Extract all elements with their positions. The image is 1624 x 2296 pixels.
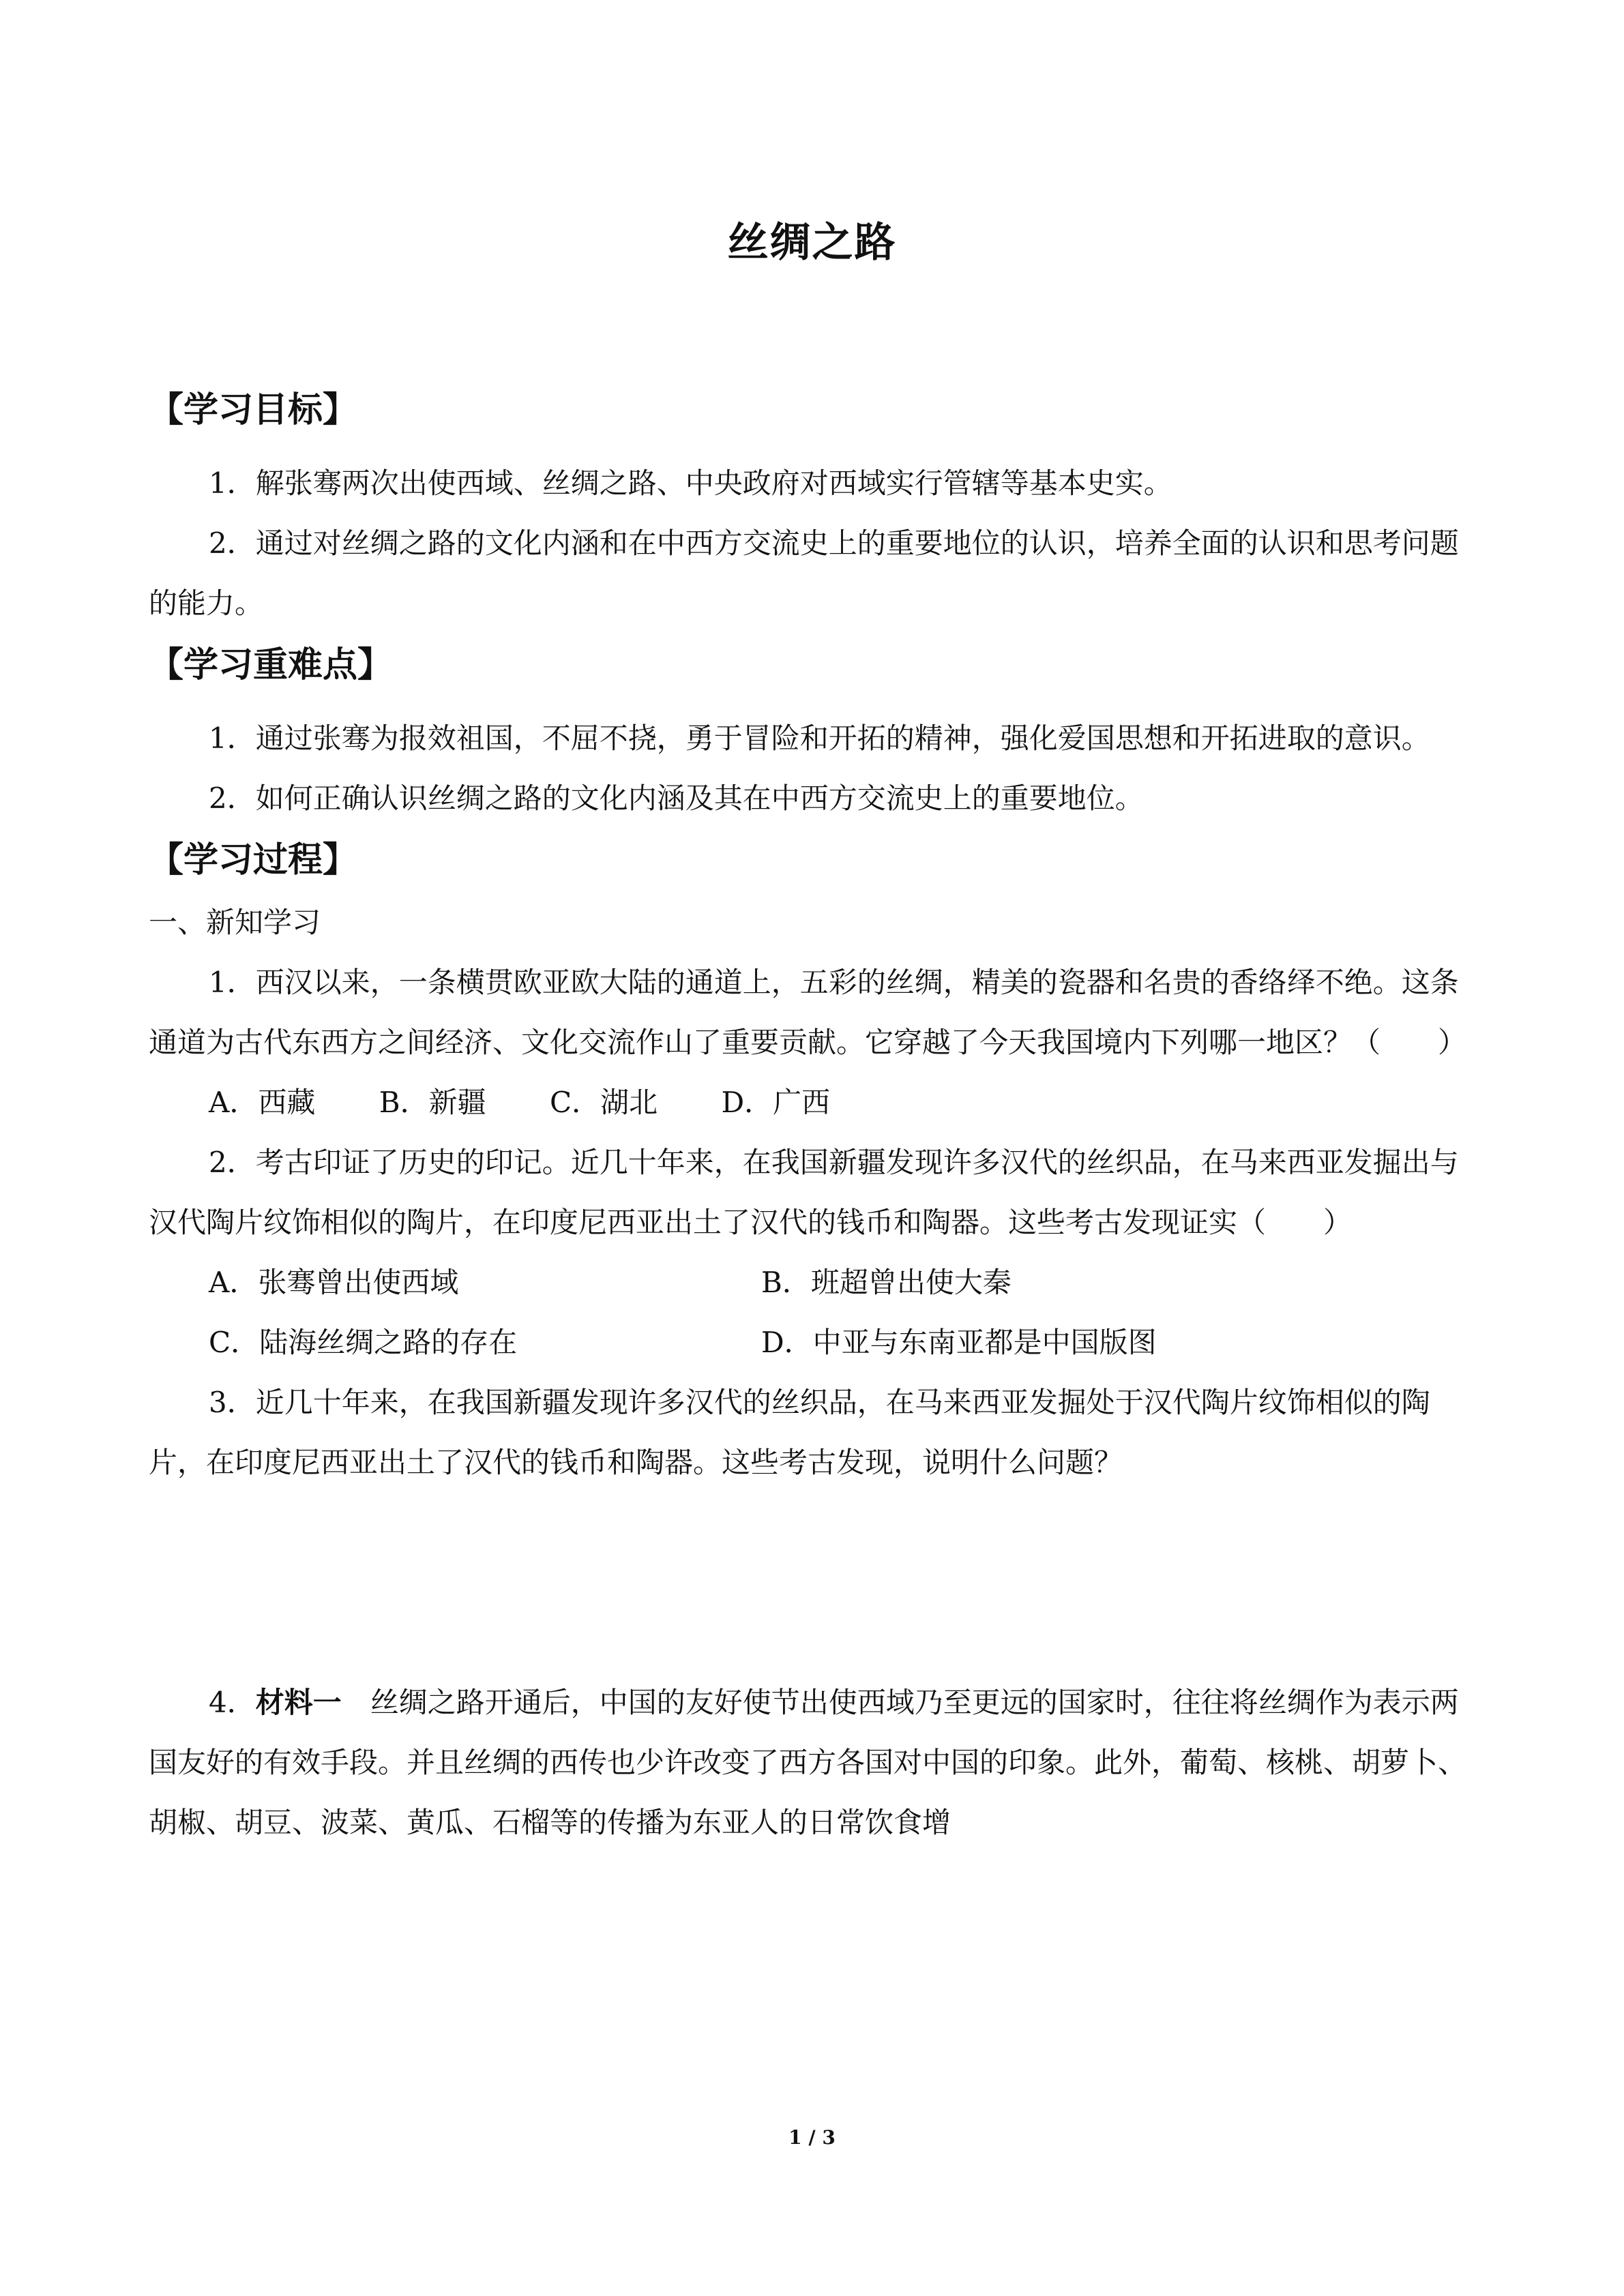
question-3-stem: 3．近几十年来，在我国新疆发现许多汉代的丝织品，在马来西亚发掘处于汉代陶片纹饰相似的陶片，在印度尼西亚出土了汉代的钱币和陶器。这些考古发现，说明什么问题？	[149, 1386, 1430, 1479]
material-one-label: 材料一	[255, 1686, 342, 1719]
question-2-option-c: C．陆海丝绸之路的存在	[209, 1326, 518, 1359]
subheading-new-knowledge: 一、新知学习	[149, 906, 321, 939]
keypoint-item-1: 1．通过张骞为报效祖国，不屈不挠，勇于冒险和开拓的精神，强化爱国思想和开拓进取的意识。	[209, 721, 1430, 755]
document-body	[149, 378, 1479, 1853]
question-1-option-a: A．西藏	[209, 1086, 316, 1119]
section-process	[149, 829, 1479, 1853]
page-number: 1 / 3	[788, 2126, 836, 2149]
question-2-option-b: B．班超曾出使大秦	[761, 1266, 1012, 1299]
keypoint-item-2: 2．如何正确认识丝绸之路的文化内涵及其在中西方交流史上的重要地位。	[209, 781, 1144, 815]
goal-item-1: 1．解张骞两次出使西域、丝绸之路、中央政府对西域实行管辖等基本史实。	[209, 466, 1172, 500]
question-1-option-c: C．湖北	[549, 1086, 658, 1119]
section-heading-keypoints: 【学习重难点】	[149, 645, 393, 685]
question-2-options	[149, 1253, 1479, 1373]
question-1-option-b: B．新疆	[379, 1086, 486, 1119]
page-title: 丝绸之路	[727, 219, 897, 267]
section-heading-process: 【学习过程】	[149, 840, 358, 880]
goal-item-2: 2．通过对丝绸之路的文化内涵和在中西方交流史上的重要地位的认识，培养全面的认识和思考问题的能力。	[149, 526, 1459, 620]
material-one-text: 丝绸之路开通后，中国的友好使节出使西域乃至更远的国家时，往往将丝绸作为表示两国友好的有效手段。并且丝绸的西传也少许改变了西方各国对中国的印象。此外，葡萄、核桃、胡萝卜、胡椒、胡豆、波菜、黄瓜、石榴等的传播为东亚人的日常饮食增	[149, 1686, 1467, 1839]
question-1-options	[149, 1073, 1479, 1133]
question-1-stem: 1．西汉以来，一条横贯欧亚欧大陆的通道上，五彩的丝绸，精美的瓷器和名贵的香络绎不绝。这条通道为古代东西方之间经济、文化交流作山了重要贡献。它穿越了今天我国境内下列哪一地区？（ ）	[149, 966, 1467, 1059]
question-1-option-d: D．广西	[721, 1086, 831, 1119]
question-4-material	[149, 1673, 1479, 1853]
section-heading-goals: 【学习目标】	[149, 390, 358, 430]
question-2-option-a: A．张骞曾出使西域	[209, 1266, 459, 1299]
section-keypoints	[149, 633, 1479, 829]
question-2-stem: 2．考古印证了历史的印记。近几十年来，在我国新疆发现许多汉代的丝织品，在马来西亚发掘出与汉代陶片纹饰相似的陶片，在印度尼西亚出土了汉代的钱币和陶器。这些考古发现证实（ ）	[149, 1146, 1459, 1239]
section-goals	[149, 378, 1479, 633]
question-4-number: 4．	[209, 1686, 256, 1719]
question-2-option-d: D．中亚与东南亚都是中国版图	[761, 1326, 1157, 1359]
answer-space	[149, 1493, 1479, 1673]
